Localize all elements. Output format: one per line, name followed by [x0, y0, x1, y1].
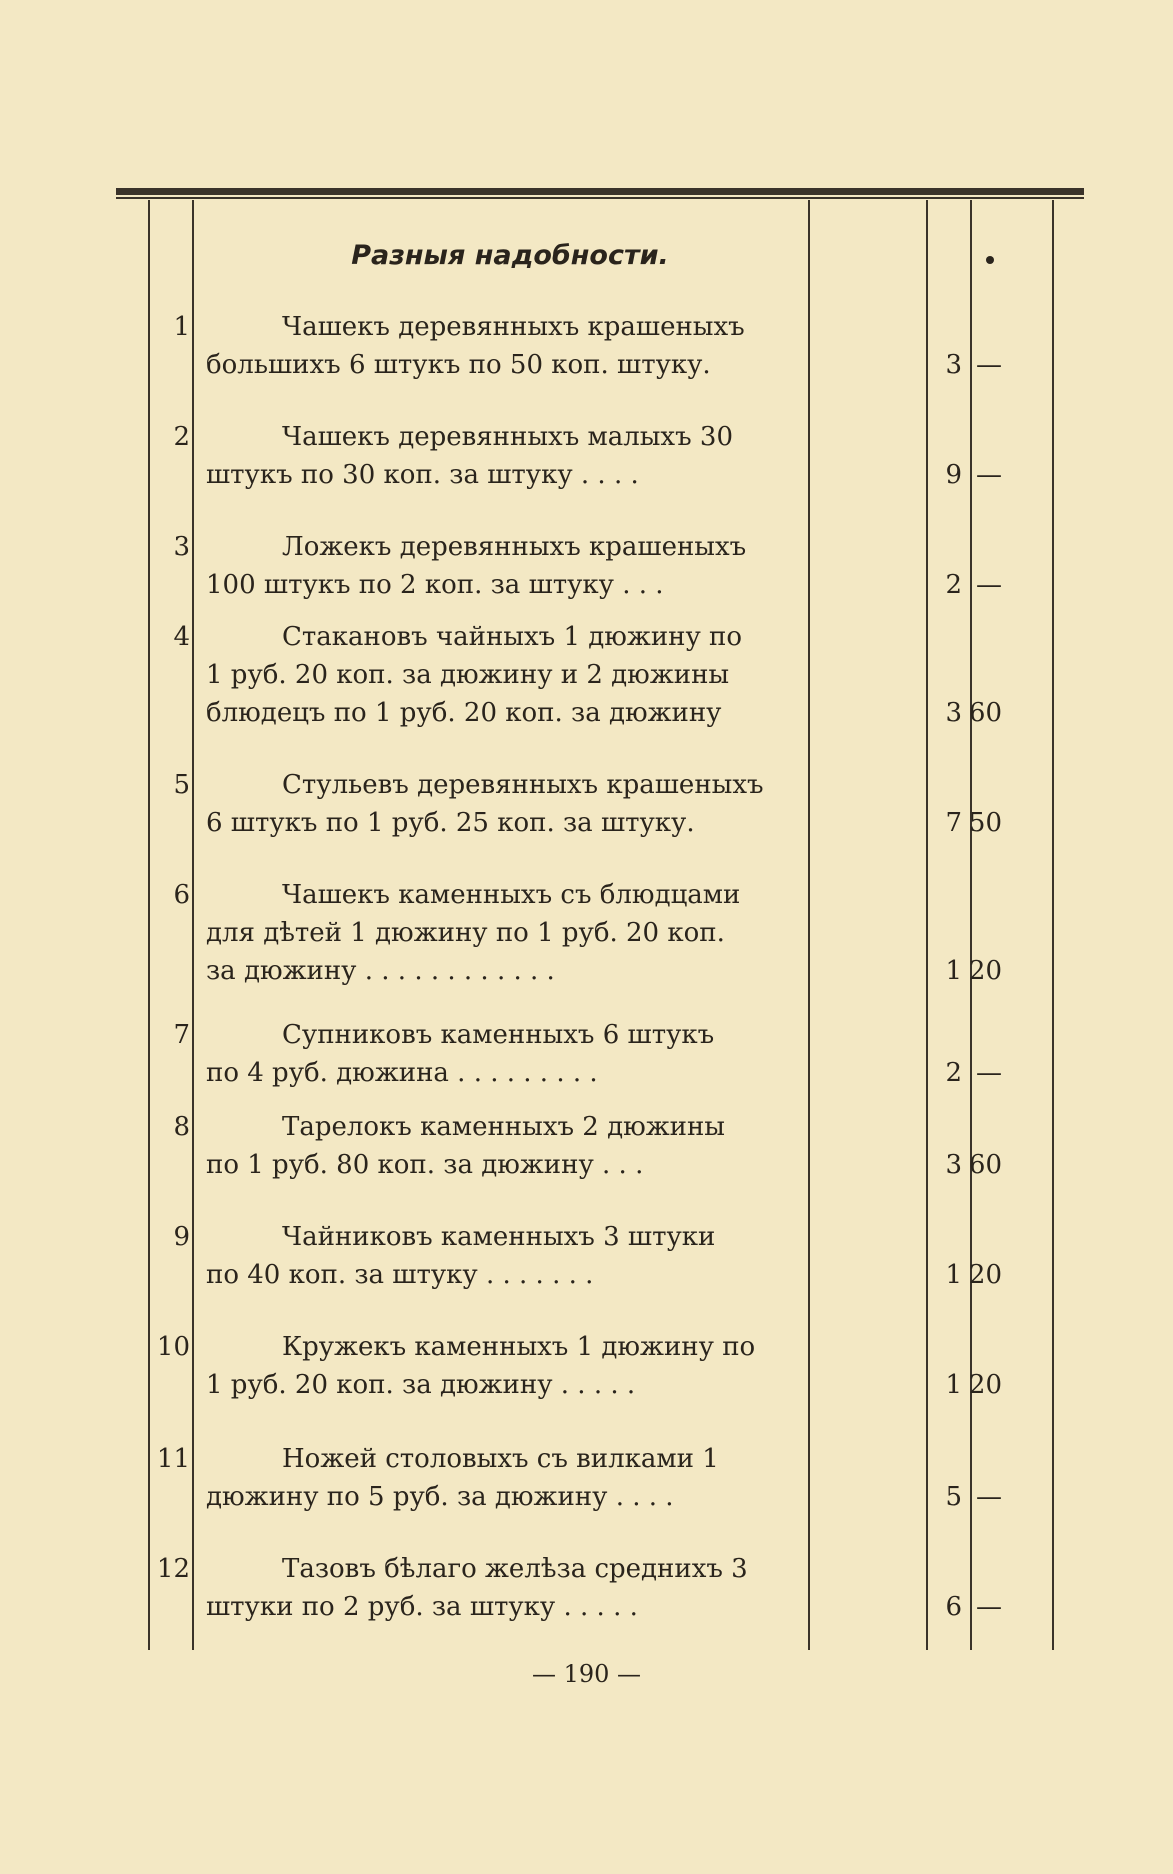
- item-description: [206, 876, 931, 990]
- description-line: Чашекъ деревянныхъ малыхъ 30: [282, 422, 733, 452]
- description-line: по 4 руб. дюжина . . . . . . . . .: [206, 1058, 598, 1088]
- item-number: 8: [173, 1112, 190, 1142]
- description-line: Стульевъ деревянныхъ крашеныхъ: [282, 770, 764, 800]
- item-number: 10: [156, 1332, 190, 1362]
- amount-kopecks: 20: [968, 1370, 1002, 1400]
- item-number: 12: [156, 1554, 190, 1584]
- description-line: большихъ 6 штукъ по 50 коп. штуку.: [206, 350, 711, 380]
- item-number: 4: [173, 622, 190, 652]
- item-description: [206, 528, 931, 604]
- description-line: Тазовъ бѣлаго желѣза среднихъ 3: [282, 1554, 748, 1584]
- amount-rubles: 1: [945, 1260, 962, 1290]
- description-line: Супниковъ каменныхъ 6 штукъ: [282, 1020, 715, 1050]
- description-line: Чайниковъ каменныхъ 3 штуки: [282, 1222, 716, 1252]
- amount-rubles: 9: [945, 460, 962, 490]
- amount-rubles: 3: [945, 1150, 962, 1180]
- item-description: [206, 618, 931, 732]
- amount-kopecks: —: [976, 350, 1002, 380]
- page-number: — 190 —: [531, 1660, 642, 1688]
- amount-kopecks: 60: [968, 698, 1002, 728]
- amount-kopecks: —: [976, 1592, 1002, 1622]
- amount-kopecks: —: [976, 460, 1002, 490]
- description-line: 1 руб. 20 коп. за дюжину . . . . .: [206, 1370, 636, 1400]
- amount-rubles: 1: [945, 956, 962, 986]
- item-description: [206, 1440, 931, 1516]
- amount-kopecks: 20: [968, 1260, 1002, 1290]
- item-description: [206, 418, 931, 494]
- description-line: штукъ по 30 коп. за штуку . . . .: [206, 460, 639, 490]
- amount-rubles: 3: [945, 698, 962, 728]
- description-line: Ложекъ деревянныхъ крашеныхъ: [282, 532, 747, 562]
- amount-kopecks: 50: [968, 808, 1002, 838]
- amount-rubles: 2: [945, 570, 962, 600]
- item-description: [206, 1218, 931, 1294]
- amount-kopecks: —: [976, 1482, 1002, 1512]
- item-number: 2: [173, 422, 190, 452]
- description-line: Чашекъ деревянныхъ крашеныхъ: [282, 312, 745, 342]
- amount-kopecks: —: [976, 570, 1002, 600]
- description-line: штуки по 2 руб. за штуку . . . . .: [206, 1592, 638, 1622]
- top-rule-thin: [116, 197, 1084, 199]
- amount-kopecks: —: [976, 1058, 1002, 1088]
- item-number: 6: [173, 880, 190, 910]
- amount-rubles: 3: [945, 350, 962, 380]
- description-line: 100 штукъ по 2 коп. за штуку . . .: [206, 570, 664, 600]
- description-line: для дѣтей 1 дюжину по 1 руб. 20 коп.: [206, 918, 725, 948]
- item-description: [206, 1108, 931, 1184]
- section-title: Разныя надобности.: [351, 240, 669, 271]
- top-rule: [116, 188, 1084, 195]
- amount-kopecks: 20: [968, 956, 1002, 986]
- item-number: 9: [173, 1222, 190, 1252]
- amount-rubles: 2: [945, 1058, 962, 1088]
- amount-rubles: 1: [945, 1370, 962, 1400]
- description-line: Чашекъ каменныхъ съ блюдцами: [282, 880, 741, 910]
- item-number: 7: [173, 1020, 190, 1050]
- item-number: 5: [173, 770, 190, 800]
- item-description: [206, 1550, 931, 1626]
- description-line: за дюжину . . . . . . . . . . . .: [206, 956, 555, 986]
- description-line: Кружекъ каменныхъ 1 дюжину по: [282, 1332, 756, 1362]
- amount-rubles: 5: [945, 1482, 962, 1512]
- column-line: [970, 200, 972, 1650]
- item-description: [206, 1328, 931, 1404]
- description-line: Стакановъ чайныхъ 1 дюжину по: [282, 622, 743, 652]
- description-line: блюдецъ по 1 руб. 20 коп. за дюжину: [206, 698, 722, 728]
- description-line: Тарелокъ каменныхъ 2 дюжины: [282, 1112, 726, 1142]
- item-number: 11: [156, 1444, 190, 1474]
- description-line: Ножей столовыхъ съ вилками 1: [282, 1444, 719, 1474]
- item-description: [206, 1016, 931, 1092]
- item-number: 3: [173, 532, 190, 562]
- description-line: по 40 коп. за штуку . . . . . . .: [206, 1260, 594, 1290]
- item-number: 1: [173, 312, 190, 342]
- item-description: [206, 308, 931, 384]
- description-line: по 1 руб. 80 коп. за дюжину . . .: [206, 1150, 644, 1180]
- amount-rubles: 7: [945, 808, 962, 838]
- description-line: 1 руб. 20 коп. за дюжину и 2 дюжины: [206, 660, 730, 690]
- item-description: [206, 766, 931, 842]
- description-line: дюжину по 5 руб. за дюжину . . . .: [206, 1482, 674, 1512]
- amount-kopecks: 60: [968, 1150, 1002, 1180]
- bullet-mark: [986, 256, 994, 264]
- column-line: [1052, 200, 1054, 1650]
- description-line: 6 штукъ по 1 руб. 25 коп. за штуку.: [206, 808, 695, 838]
- column-line: [192, 200, 194, 1650]
- amount-rubles: 6: [945, 1592, 962, 1622]
